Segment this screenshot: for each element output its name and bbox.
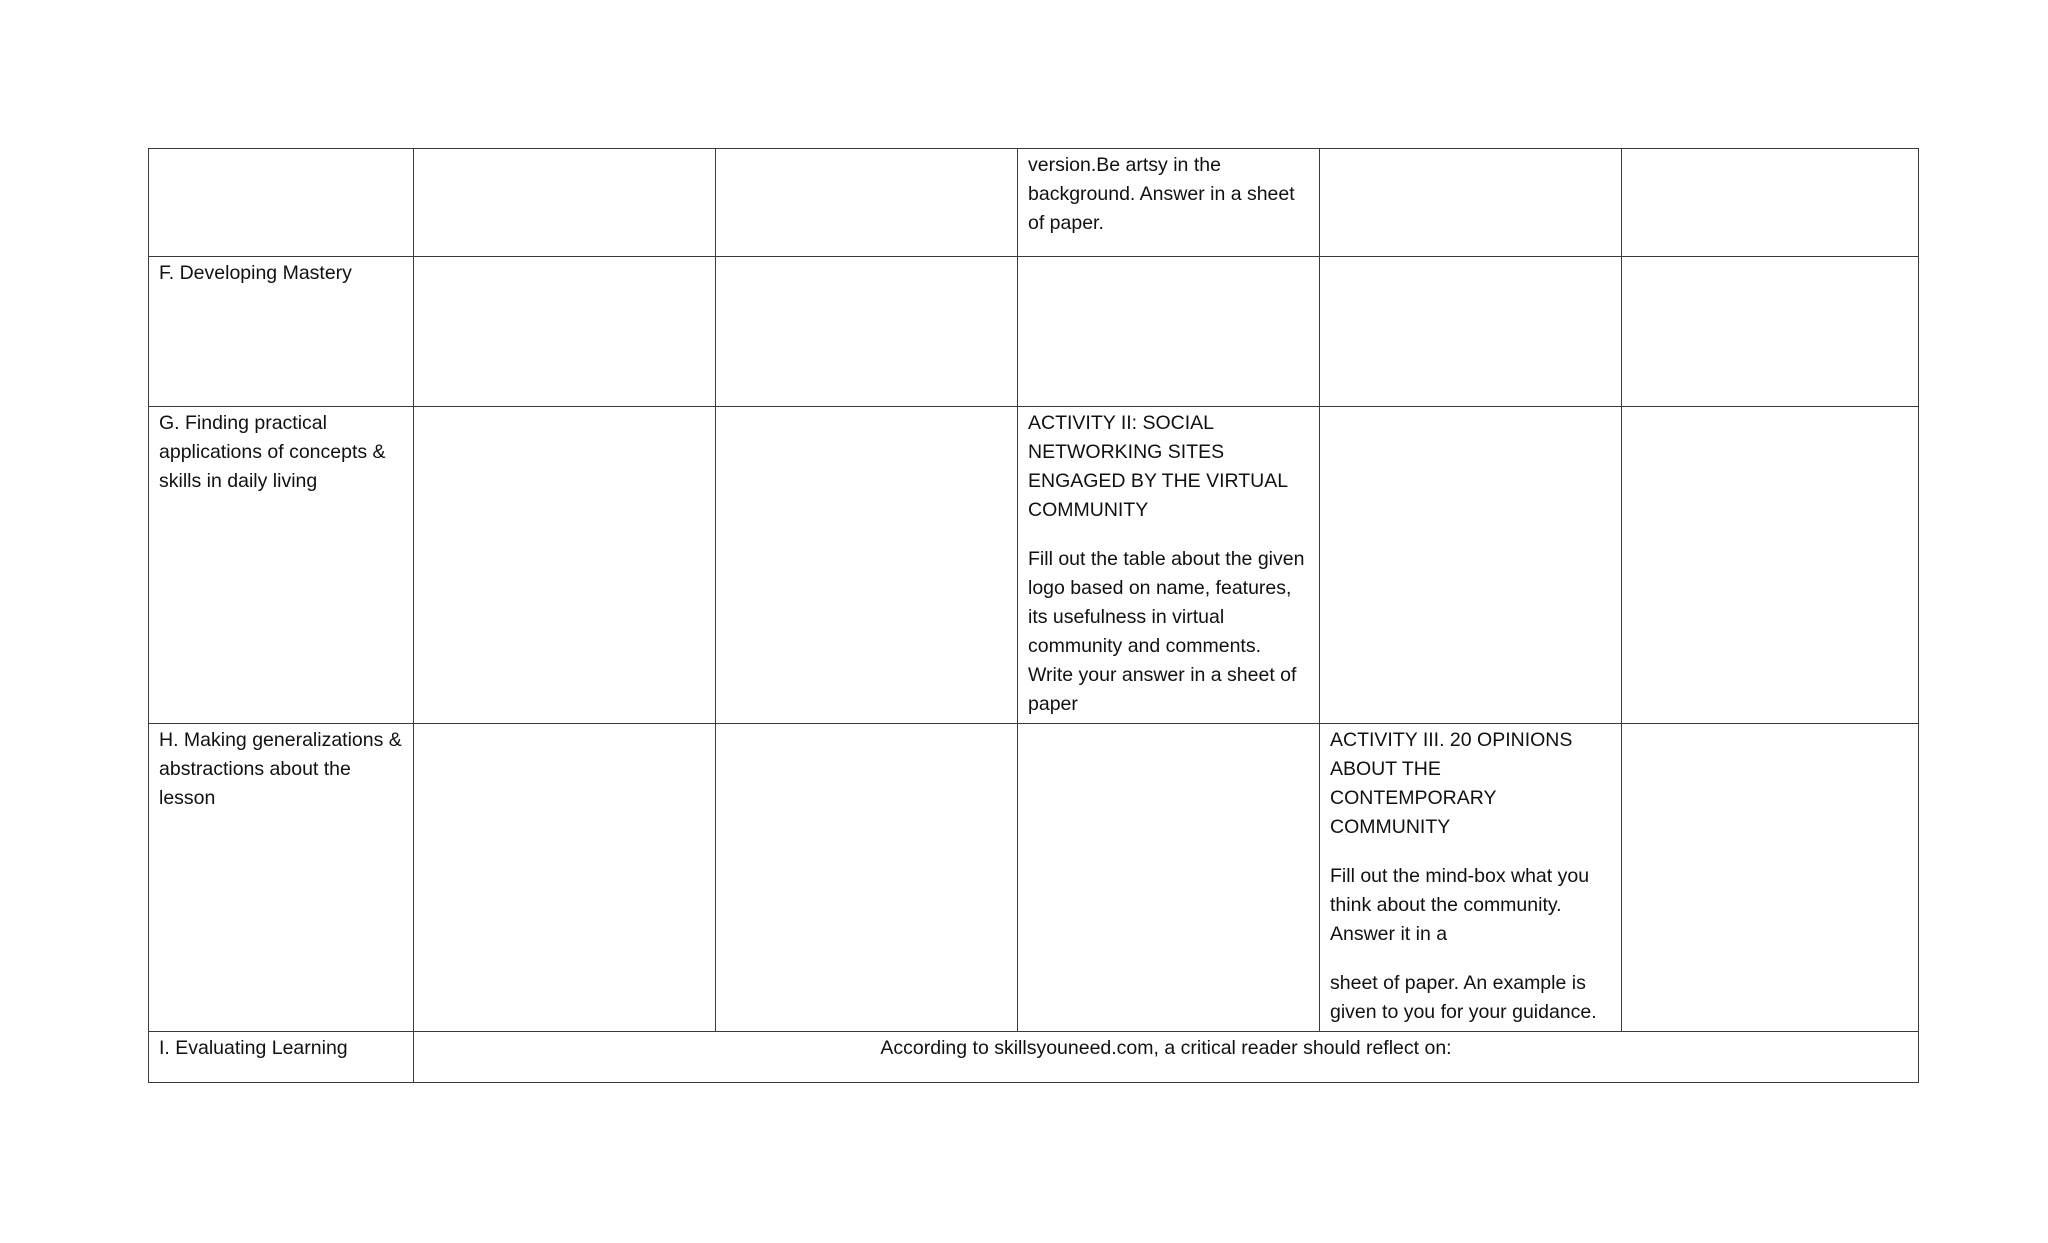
row-label: F. Developing Mastery <box>159 262 352 284</box>
activity-title: ACTIVITY II: SOCIAL NETWORKING SITES ENGAGED BY THE VIRTUAL COMMUNITY <box>1028 412 1288 521</box>
table-cell <box>1320 149 1622 257</box>
activity-instructions: Fill out the table about the given logo based on name, features, its usefulness in virtual community and comments. Write your answer in a sheet of paper <box>1028 548 1305 715</box>
activity-title: ACTIVITY III. 20 OPINIONS ABOUT THE CONTEMPORARY COMMUNITY <box>1330 729 1573 838</box>
table-cell <box>1622 724 1919 1032</box>
table-cell <box>1018 407 1320 724</box>
table-cell <box>414 257 716 407</box>
row-label-cell <box>149 149 414 257</box>
table-cell <box>1320 257 1622 407</box>
table-cell <box>716 724 1018 1032</box>
table-cell <box>716 149 1018 257</box>
cell-text: version.Be artsy in the background. Answer in a sheet of paper. <box>1028 154 1295 234</box>
evaluation-text: According to skillsyouneed.com, a critical reader should reflect on: <box>880 1037 1452 1059</box>
table-row <box>149 407 1919 724</box>
table-cell <box>1018 724 1320 1032</box>
table-cell <box>1622 257 1919 407</box>
table-cell <box>414 407 716 724</box>
table-cell <box>414 149 716 257</box>
table-cell <box>1320 724 1622 1032</box>
row-label-cell <box>149 724 414 1032</box>
row-label-cell <box>149 1032 414 1083</box>
table-row <box>149 149 1919 257</box>
table-cell <box>1018 257 1320 407</box>
table-cell <box>716 257 1018 407</box>
table-row <box>149 1032 1919 1083</box>
row-label: G. Finding practical applications of concepts & skills in daily living <box>159 412 386 492</box>
table-cell <box>1018 149 1320 257</box>
merged-cell <box>414 1032 1919 1083</box>
table-cell <box>1320 407 1622 724</box>
activity-instructions-continued: sheet of paper. An example is given to you for your guidance. <box>1330 972 1597 1023</box>
table-cell <box>1622 149 1919 257</box>
activity-instructions: Fill out the mind-box what you think about the community. Answer it in a <box>1330 865 1590 945</box>
table-cell <box>1622 407 1919 724</box>
table-cell <box>414 724 716 1032</box>
lesson-plan-table <box>148 148 1919 1083</box>
table-row <box>149 257 1919 407</box>
table-row <box>149 724 1919 1032</box>
row-label: H. Making generalizations & abstractions about the lesson <box>159 729 402 809</box>
row-label: I. Evaluating Learning <box>159 1037 348 1059</box>
row-label-cell <box>149 257 414 407</box>
table-cell <box>716 407 1018 724</box>
row-label-cell <box>149 407 414 724</box>
